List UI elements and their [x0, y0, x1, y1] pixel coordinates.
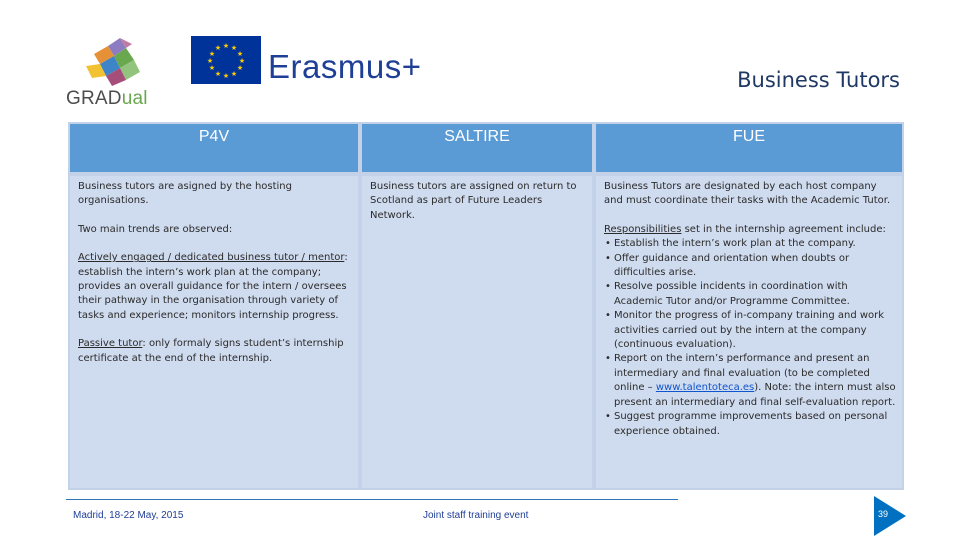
eu-flag-icon [191, 36, 261, 84]
svg-text:★: ★ [236, 50, 244, 58]
svg-text:★: ★ [222, 72, 230, 80]
table-column-saltire [362, 122, 592, 490]
list-item: • Resolve possible incidents in coordination with Academic Tutor and/or Programme Committee. [614, 280, 896, 309]
paragraph-text: : only formaly signs student’s internship certificate at the end of the internship. [78, 338, 344, 364]
paragraph-text: : establish the intern’s work plan at the company; provides an overall guidance for the intern / oversees their pathway in the organisation through variety of tasks and experience; monitors internship progress. [78, 252, 348, 321]
table-cell [596, 176, 902, 488]
footer-divider [66, 499, 678, 500]
gradual-wordmark [66, 88, 148, 110]
paragraph: Business tutors are assigned on return to Scotland as part of Future Leaders Network. [370, 181, 577, 221]
list-item: • Monitor the progress of in-company training and work activities carried out by the intern at the company (continuous evaluation). [614, 309, 896, 352]
svg-text:★: ★ [230, 44, 238, 52]
svg-text:★: ★ [208, 64, 216, 72]
underlined-label: Responsibilities [604, 223, 682, 235]
cell-text [604, 180, 896, 439]
paragraph [78, 251, 352, 323]
svg-text:★: ★ [238, 57, 246, 65]
table-column-p4v [70, 122, 358, 490]
paragraph: Business tutors are asigned by the hosting organisations. [78, 181, 292, 207]
list-item: • Offer guidance and orientation when doubts or difficulties arise. [614, 252, 896, 281]
responsibilities-block [604, 223, 896, 237]
talentoteca-link[interactable]: www.talentoteca.es [655, 382, 755, 394]
table-column-fue [596, 122, 902, 490]
cell-text [370, 180, 586, 237]
list-item-text: ). Note: the intern must also present an intermediary and final self-evaluation report. [614, 382, 896, 408]
comparison-table [68, 122, 904, 490]
footer-event: Joint staff training event [423, 510, 529, 521]
table-cell [70, 176, 358, 488]
cell-text [78, 180, 352, 380]
svg-text:★: ★ [214, 44, 222, 52]
svg-text:★: ★ [214, 70, 222, 78]
column-header: SALTIRE [362, 124, 592, 172]
svg-text:★: ★ [230, 70, 238, 78]
list-item [614, 352, 896, 410]
page-number: 39 [877, 509, 888, 519]
responsibilities-list [604, 237, 896, 439]
table-cell [362, 176, 592, 488]
gradual-wordmark-suffix: ual [121, 88, 148, 109]
underlined-label: Actively engaged / dedicated business tutor / mentor [78, 252, 345, 264]
svg-text:★: ★ [208, 50, 216, 58]
footer-date: Madrid, 18-22 May, 2015 [73, 510, 184, 521]
erasmus-wordmark: Erasmus+ [268, 48, 422, 85]
list-item: • Suggest programme improvements based on personal experience obtained. [614, 410, 896, 439]
column-header: P4V [70, 124, 358, 172]
svg-text:★: ★ [222, 42, 230, 50]
paragraph: Business Tutors are designated by each host company and must coordinate their tasks with the Academic Tutor. [604, 181, 891, 207]
gradual-wordmark-main: GRAD [66, 88, 122, 109]
paragraph: Two main trends are observed: [78, 223, 233, 235]
svg-text:★: ★ [206, 57, 214, 65]
list-item: • Establish the intern’s work plan at the company. [614, 237, 896, 251]
svg-text:★: ★ [236, 64, 244, 72]
slide-title: Business Tutors [737, 68, 900, 92]
paragraph [78, 337, 352, 366]
list-item-text: Report on the intern’s performance and present an intermediary and final evaluation (to be completed online – [614, 353, 870, 394]
column-header: FUE [596, 124, 902, 172]
underlined-label: Passive tutor [78, 338, 143, 350]
paragraph-text: set in the internship agreement include: [681, 223, 886, 235]
